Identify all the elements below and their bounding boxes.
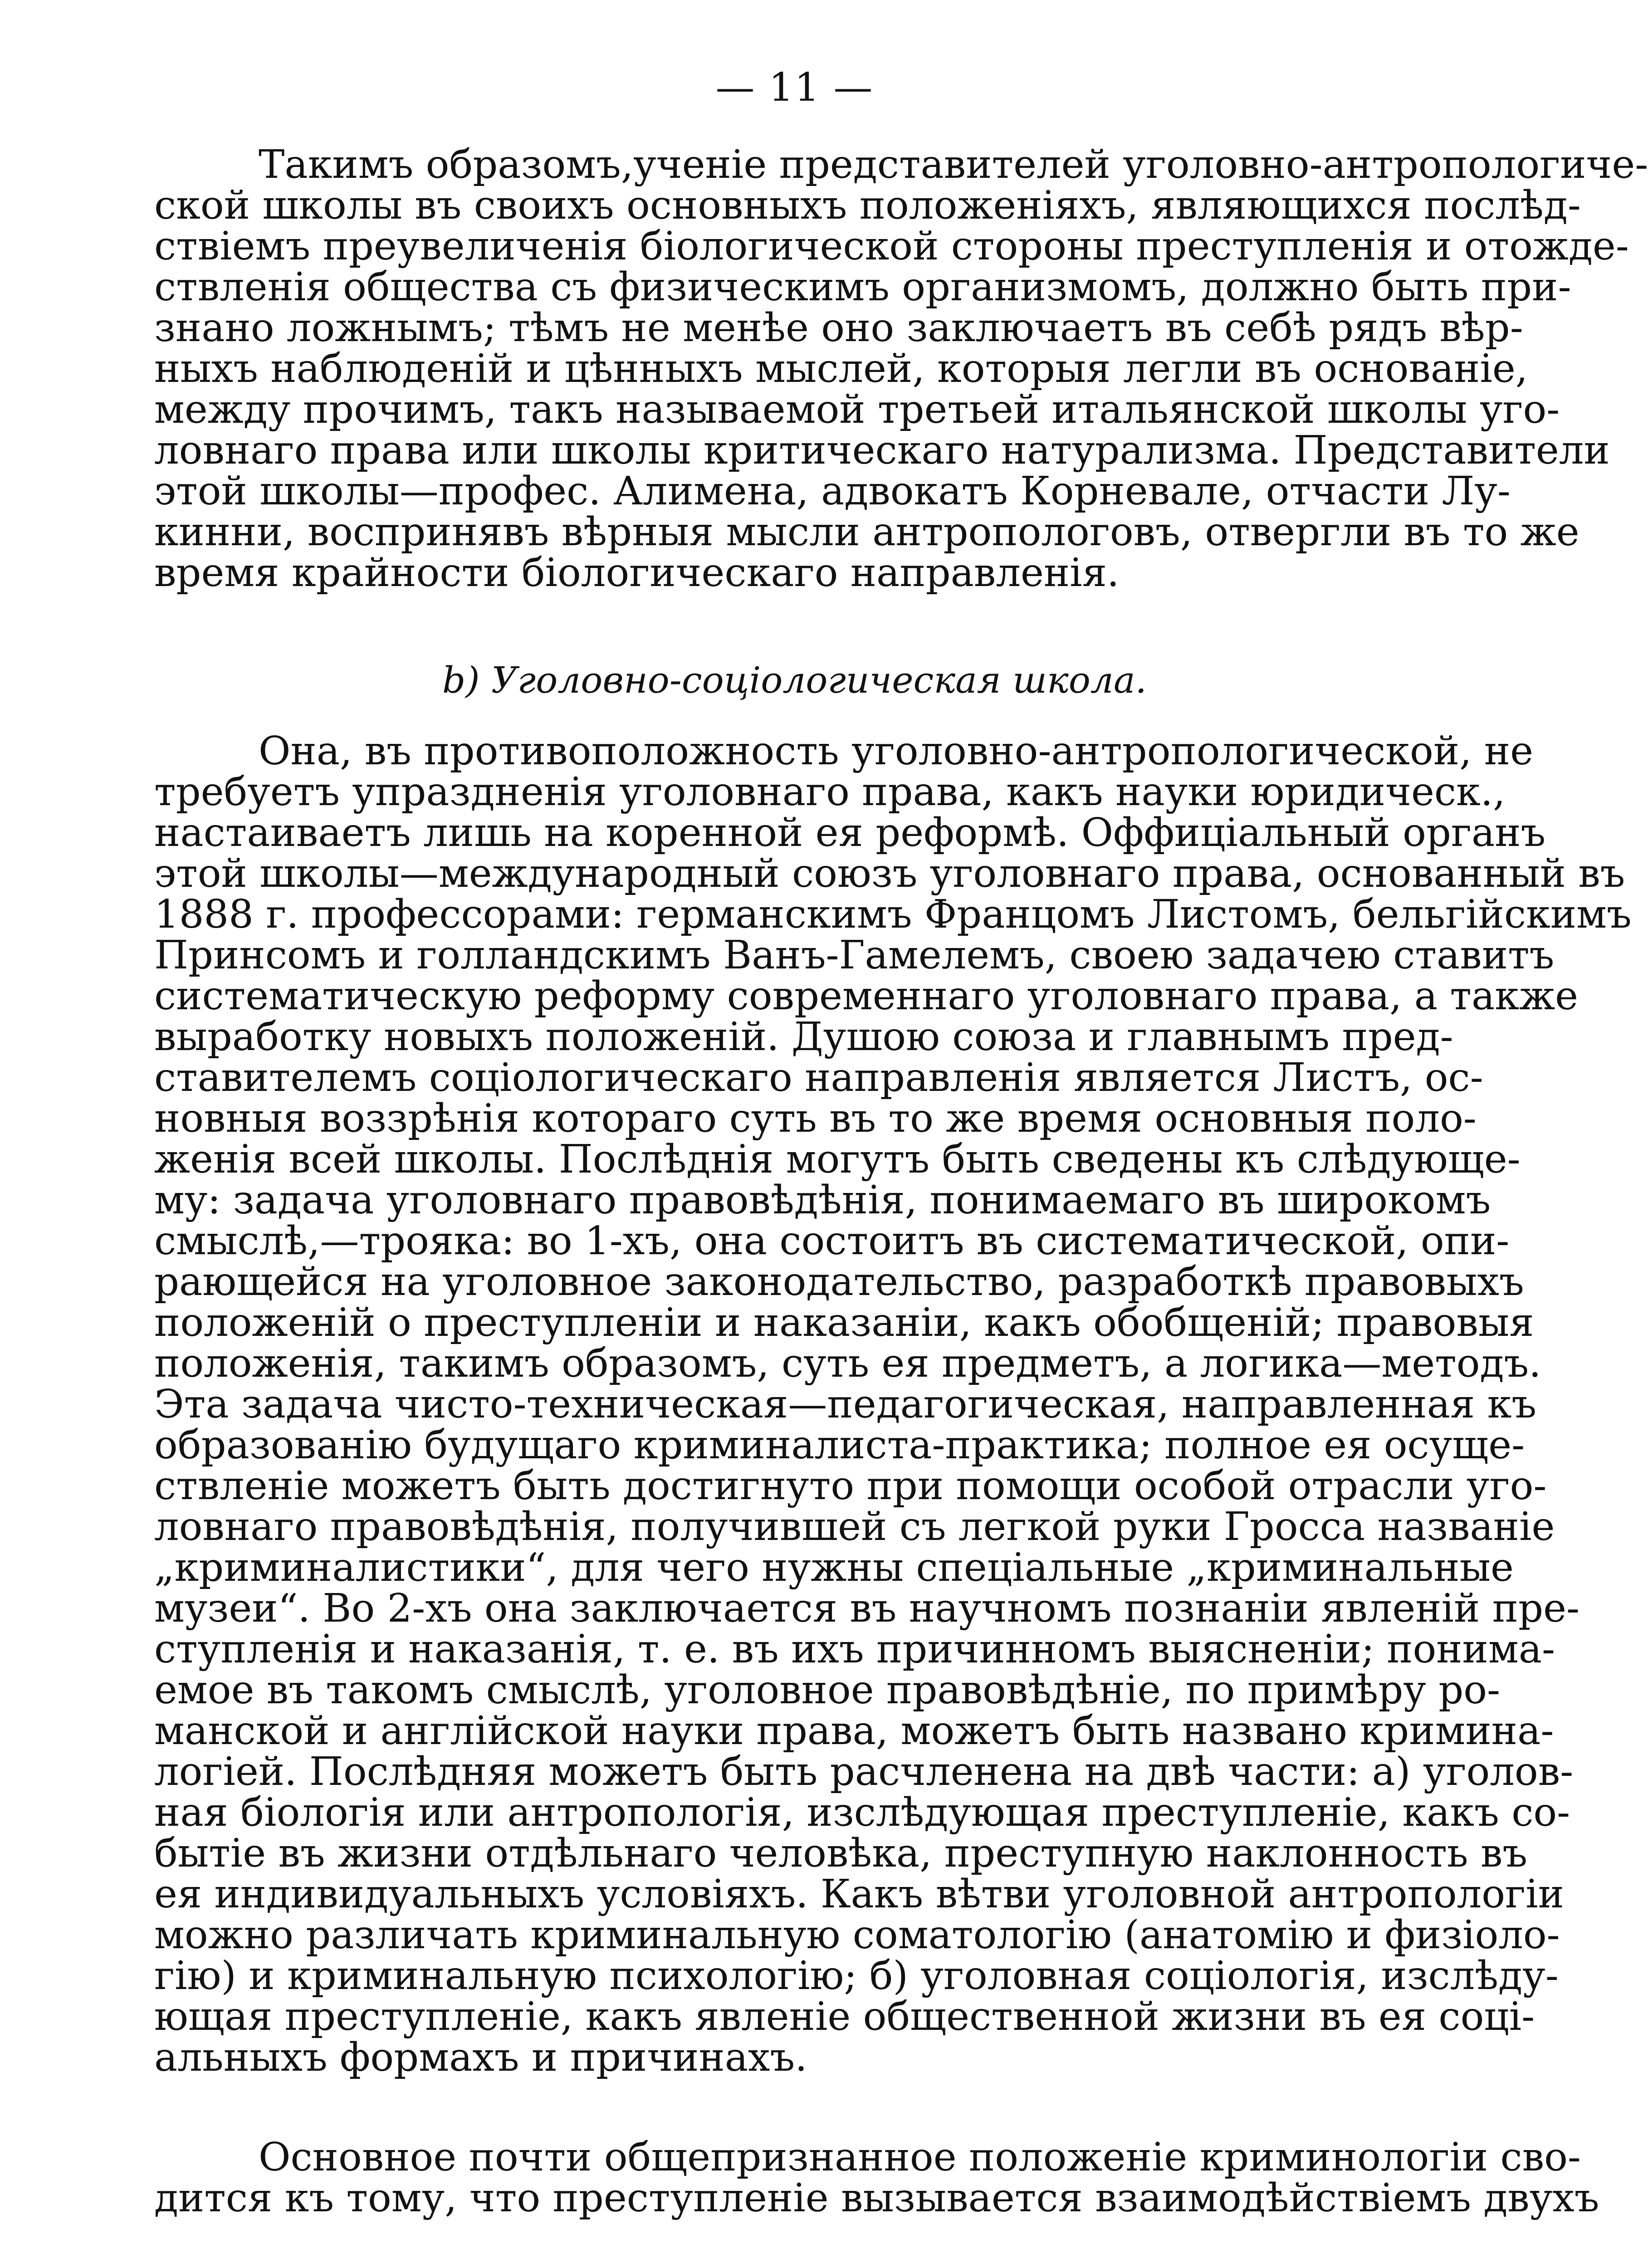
text-line: Такимъ образомъ,ученіе представителей уголовно-антропологиче- [259,142,1648,187]
text-line: женія всей школы. Послѣднія могутъ быть сведены къ слѣдующе- [154,1137,1521,1182]
text-line: этой школы—международный союзъ уголовнаго права, основанный въ [154,851,1625,896]
text-line: ная біологія или антропологія, изслѣдующая преступленіе, какъ со- [154,1790,1570,1835]
paragraph-1 [154,142,1648,596]
text-line: новныя воззрѣнія котораго суть въ то же время основныя поло- [154,1096,1477,1141]
text-line: Основное почти общепризнанное положеніе криминологіи сво- [259,2135,1581,2180]
text-line: ловнаго права или школы критическаго натурализма. Представители [154,428,1610,473]
text-line: рающейся на уголовное законодательство, разработкѣ правовыхъ [154,1259,1524,1305]
text-line: можно различать криминальную соматологію (анатомію и физіоло- [154,1912,1560,1958]
text-line: 1888 г. профессорами: германскимъ Францомъ Листомъ, бельгійскимъ [154,892,1632,937]
text-line: альныхъ формахъ и причинахъ. [154,2035,807,2080]
text-line: му: задача уголовнаго правовѣдѣнія, понимаемаго въ широкомъ [154,1178,1491,1223]
text-line: ствіемъ преувеличенія біологической стороны преступленія и отожде- [154,224,1629,269]
paragraph-3 [154,2135,1599,2221]
text-line: выработку новыхъ положеній. Душою союза и главнымъ пред- [154,1014,1453,1060]
text-line: ступленія и наказанія, т. е. въ ихъ причинномъ выясненіи; понима- [154,1627,1555,1672]
text-line: дится къ тому, что преступленіе вызывается взаимодѣйствіемъ двухъ [154,2175,1599,2221]
text-line: ея индивидуальныхъ условіяхъ. Какъ вѣтви уголовной антропологіи [154,1872,1564,1917]
text-line: настаиваетъ лишь на коренной ея реформѣ. Оффиціальный органъ [154,810,1546,855]
section-heading: b) Уголовно-соціологическая школа. [442,659,1147,701]
text-line: смыслѣ,—трояка: во 1-хъ, она состоитъ въ систематической, опи- [154,1218,1510,1264]
text-line: знано ложнымъ; тѣмъ не менѣе оно заключаетъ въ себѣ рядъ вѣр- [154,305,1523,351]
text-line: этой школы—профес. Алимена, адвокатъ Корневале, отчасти Лу- [154,469,1511,514]
text-line: между прочимъ, такъ называемой третьей итальянской школы уго- [154,387,1560,432]
text-line: положенія, такимъ образомъ, суть ея предметъ, а логика—методъ. [154,1341,1541,1386]
text-line: „криминалистики“, для чего нужны спеціальные „криминальные [154,1545,1514,1590]
text-line: положеній о преступленіи и наказаніи, какъ обобщеній; правовыя [154,1300,1534,1345]
text-line: емое въ такомъ смыслѣ, уголовное правовѣдѣніе, по примѣру ро- [154,1667,1501,1713]
text-line: ющая преступленіе, какъ явленіе общественной жизни въ ея соці- [154,1994,1535,2039]
text-line: ствленія общества съ физическимъ организмомъ, должно быть при- [154,264,1571,310]
text-line: Принсомъ и голландскимъ Ванъ-Гамелемъ, своею задачею ставитъ [154,933,1555,978]
text-line: ставителемъ соціологическаго направленія является Листъ, ос- [154,1055,1483,1100]
page-number: — 11 — [715,65,874,110]
text-line: бытіе въ жизни отдѣльнаго человѣка, преступную наклонность въ [154,1831,1528,1876]
text-line: систематическую реформу современнаго уголовнаго права, а также [154,973,1578,1019]
text-line: Эта задача чисто-техническая—педагогическая, направленная къ [154,1382,1537,1427]
text-line: ловнаго правовѣдѣнія, получившей съ легкой руки Гросса названіе [154,1504,1555,1549]
text-line: время крайности біологическаго направленія. [154,550,1120,596]
text-line: музеи“. Во 2-хъ она заключается въ научномъ познаніи явленій пре- [154,1586,1580,1631]
paragraph-2 [154,728,1632,2080]
text-line: Она, въ противоположность уголовно-антропологической, не [259,728,1534,774]
text-line: логіей. Послѣдняя можетъ быть расчленена на двѣ части: а) уголов- [154,1749,1574,1794]
text-line: ствленіе можетъ быть достигнуто при помощи особой отрасли уго- [154,1463,1547,1509]
text-line: ныхъ наблюденій и цѣнныхъ мыслей, которыя легли въ основаніе, [154,346,1528,391]
text-line: манской и англійской науки права, можетъ быть названо кримина- [154,1708,1554,1754]
text-line: кинни, воспринявъ вѣрныя мысли антропологовъ, отвергли въ то же [154,509,1580,555]
text-line: требуетъ упраздненія уголовнаго права, какъ науки юридическ., [154,769,1506,815]
text-line: образованію будущаго криминалиста-практика; полное ея осуще- [154,1422,1525,1468]
text-line: ской школы въ своихъ основныхъ положеніяхъ, являющихся послѣд- [154,183,1581,228]
text-line: гію) и криминальную психологію; б) уголовная соціологія, изслѣду- [154,1953,1559,1999]
